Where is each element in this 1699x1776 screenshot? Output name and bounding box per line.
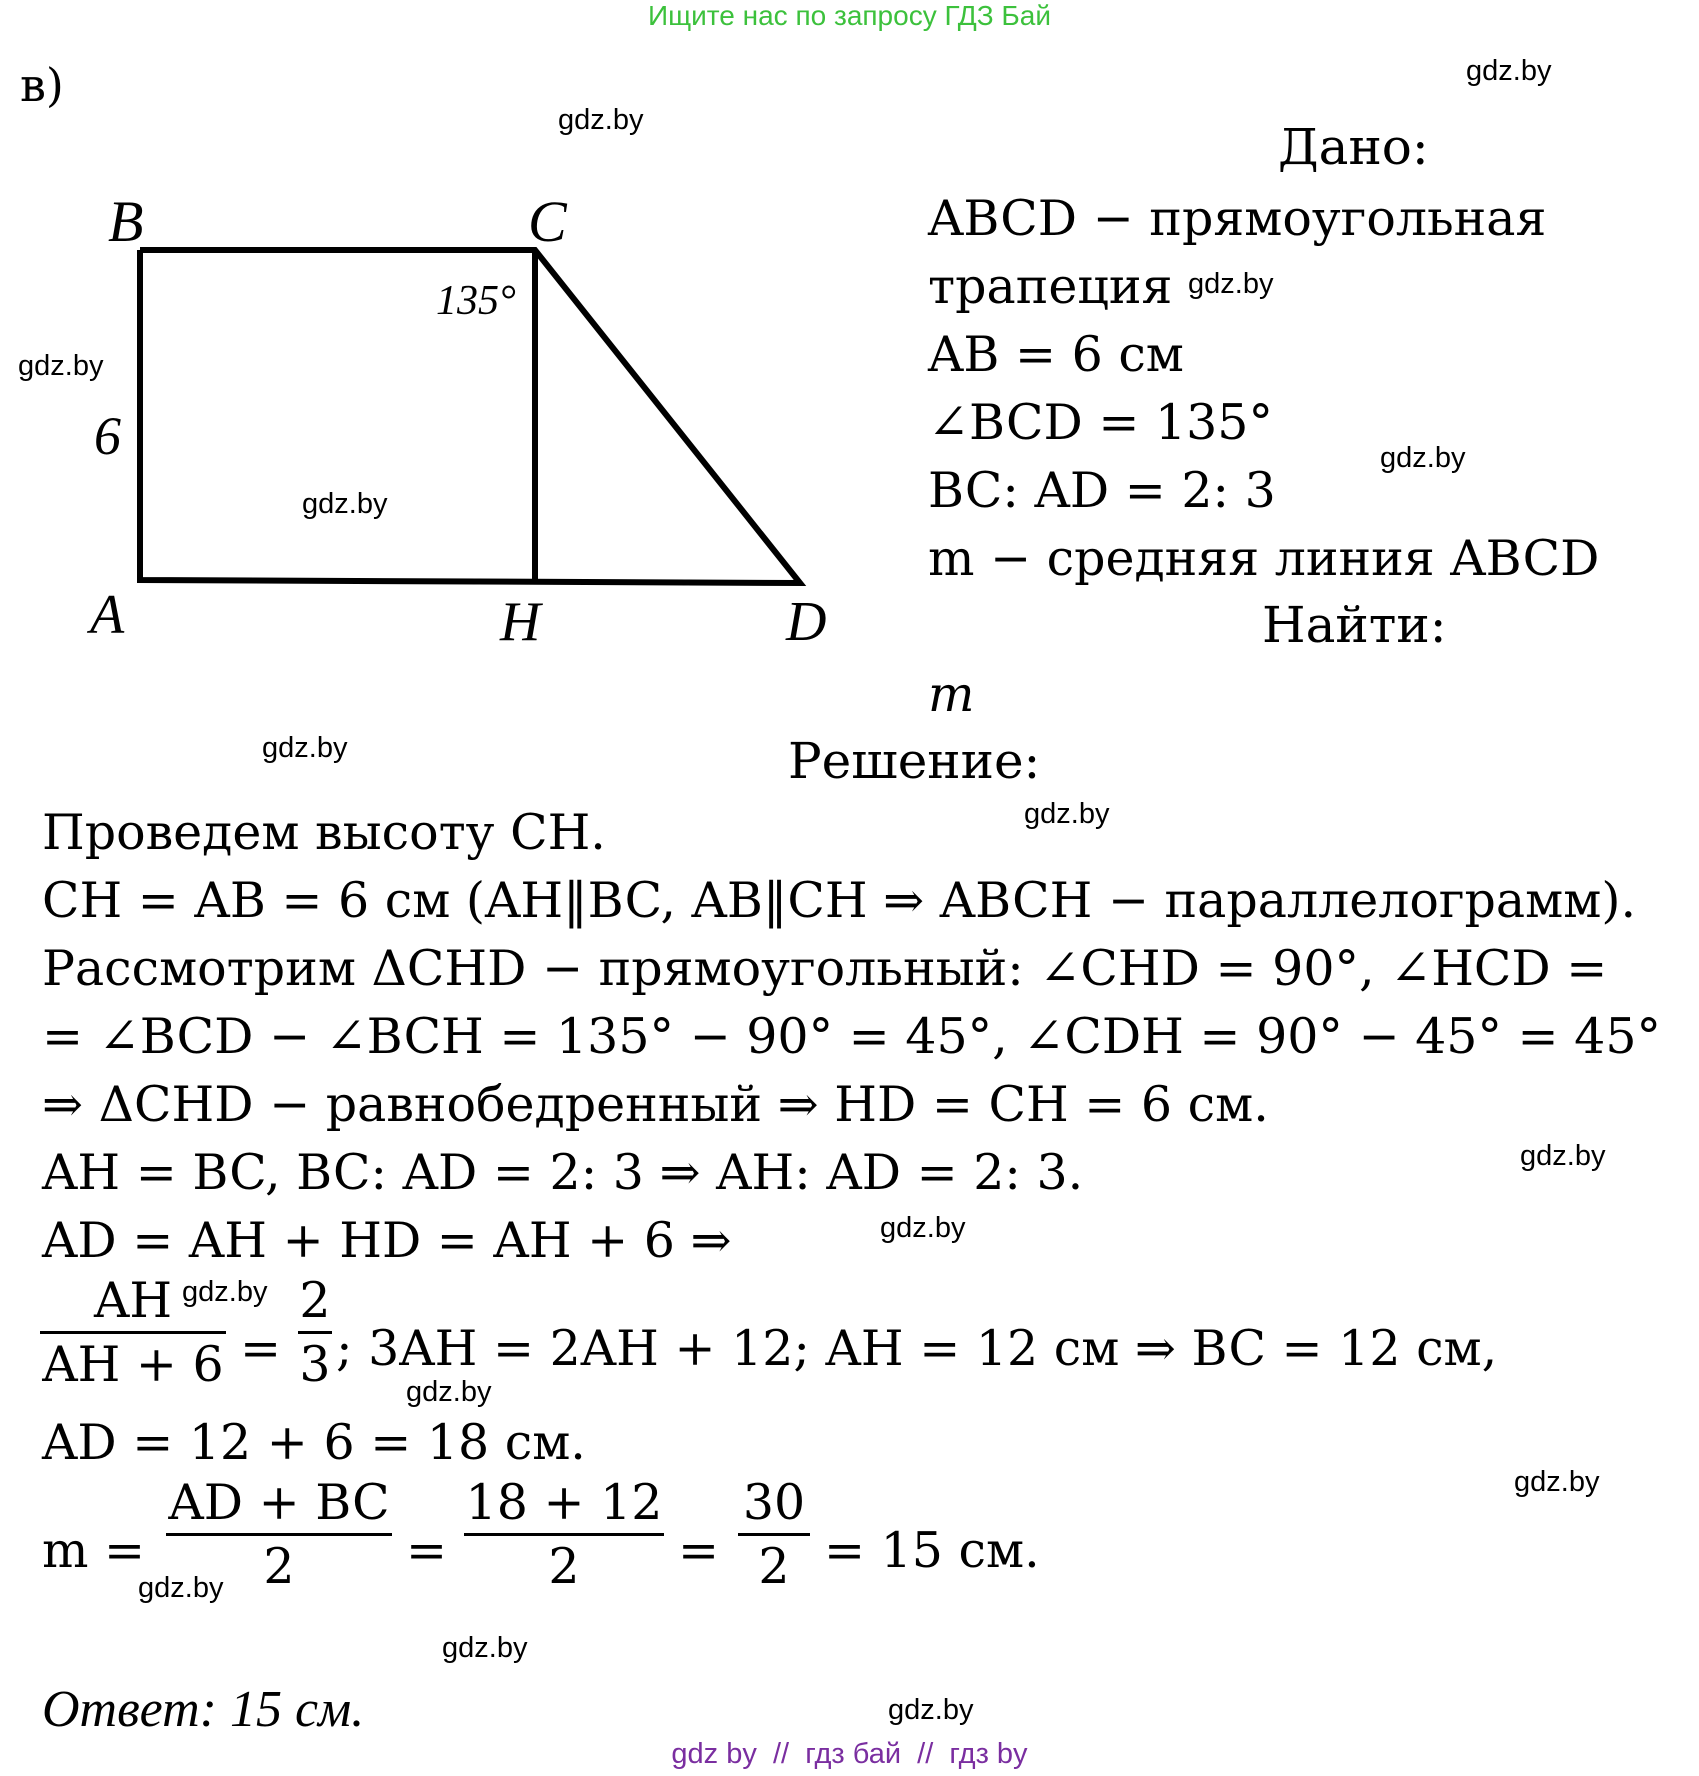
watermark: gdz.by (1380, 442, 1466, 474)
watermark: gdz.by (182, 1276, 268, 1308)
watermark: gdz.by (1520, 1140, 1606, 1172)
solution-line-3: Рассмотрим ΔCHD − прямоугольный: ∠CHD = 90°, ∠HCD = (42, 940, 1608, 997)
watermark: gdz.by (880, 1212, 966, 1244)
watermark: gdz.by (138, 1572, 224, 1604)
watermark: gdz.by (18, 350, 104, 382)
watermark: gdz.by (442, 1632, 528, 1664)
eq2-frac3-den: 2 (738, 1533, 810, 1591)
eq2-frac2-num: 18 + 12 (465, 1474, 663, 1531)
given-heading: Дано: (1278, 118, 1429, 176)
footer-links[interactable]: gdz by // гдз бай // гдз by (671, 1738, 1028, 1770)
eq2-fraction-3 (738, 1474, 810, 1595)
given-line-2: трапеция (928, 258, 1173, 315)
angle-label: 135° (436, 278, 516, 324)
vertex-c-label: C (528, 189, 567, 254)
eq2-frac1-num: AD + BC (168, 1474, 390, 1531)
solution-line-ad: AD = 12 + 6 = 18 см. (42, 1414, 586, 1471)
find-heading: Найти: (1262, 596, 1447, 654)
eq2-frac3-num: 30 (742, 1474, 806, 1531)
eq1-equals: = (240, 1320, 282, 1377)
watermark: gdz.by (1188, 268, 1274, 300)
watermark: gdz.by (1514, 1466, 1600, 1498)
solution-line-6: AH = BC, BC: AD = 2: 3 ⇒ AH: AD = 2: 3. (42, 1144, 1084, 1201)
part-label: в) (20, 58, 64, 112)
watermark: gdz.by (1024, 798, 1110, 830)
given-line-4: ∠BCD = 135° (928, 394, 1273, 451)
eq1-frac2-den: 3 (298, 1331, 332, 1389)
watermark: gdz.by (888, 1694, 974, 1726)
eq1-fraction-2 (298, 1272, 332, 1393)
watermark: gdz.by (262, 732, 348, 764)
solution-line-7: AD = AH + HD = AH + 6 ⇒ (42, 1212, 732, 1269)
solution-heading: Решение: (788, 732, 1041, 790)
watermark: gdz.by (406, 1376, 492, 1408)
watermark: gdz.by (1466, 55, 1552, 87)
trapezoid-figure (0, 0, 860, 700)
solution-line-4: = ∠BCD − ∠BCH = 135° − 90° = 45°, ∠CDH = 90° − 45° = 45° (42, 1008, 1662, 1065)
eq2-frac2-den: 2 (464, 1533, 664, 1591)
given-line-3: AB = 6 см (928, 326, 1184, 383)
find-value: m (928, 666, 975, 723)
watermark: gdz.by (302, 488, 388, 520)
side-ab-label: 6 (94, 406, 121, 466)
eq2-equals-2: = (678, 1522, 720, 1579)
solution-line-2: CH = AB = 6 см (AH‖BC, AB‖CH ⇒ ABCH − параллелограмм). (42, 872, 1637, 929)
answer-line: Ответ: 15 см. (42, 1681, 365, 1738)
eq2-fraction-2 (464, 1474, 664, 1595)
vertex-d-label: D (786, 591, 827, 653)
search-hint: Ищите нас по запросу ГДЗ Бай (647, 0, 1052, 31)
given-line-6: m − средняя линия ABCD (928, 530, 1600, 587)
eq2-frac1-den: 2 (166, 1533, 392, 1591)
eq2-rest: = 15 см. (824, 1522, 1040, 1579)
vertex-h-label: H (500, 591, 541, 653)
given-line-1: ABCD − прямоугольная (928, 190, 1547, 247)
eq1-rest: ; 3AH = 2AH + 12; AH = 12 см ⇒ BC = 12 см, (336, 1320, 1498, 1377)
watermark: gdz.by (558, 104, 644, 136)
vertex-a-label: A (90, 584, 125, 646)
eq1-frac1-num: AH (93, 1272, 173, 1329)
eq1-frac2-num: 2 (299, 1272, 331, 1329)
solution-line-5: ⇒ ΔCHD − равнобедренный ⇒ HD = CH = 6 см. (42, 1076, 1269, 1133)
eq1-frac1-den: AH + 6 (40, 1331, 226, 1389)
vertex-b-label: B (108, 189, 144, 254)
eq2-equals-1: = (406, 1522, 448, 1579)
solution-line-1: Проведем высоту CH. (42, 804, 606, 861)
eq2-lhs: m = (42, 1522, 146, 1579)
given-line-5: BC: AD = 2: 3 (928, 462, 1276, 519)
